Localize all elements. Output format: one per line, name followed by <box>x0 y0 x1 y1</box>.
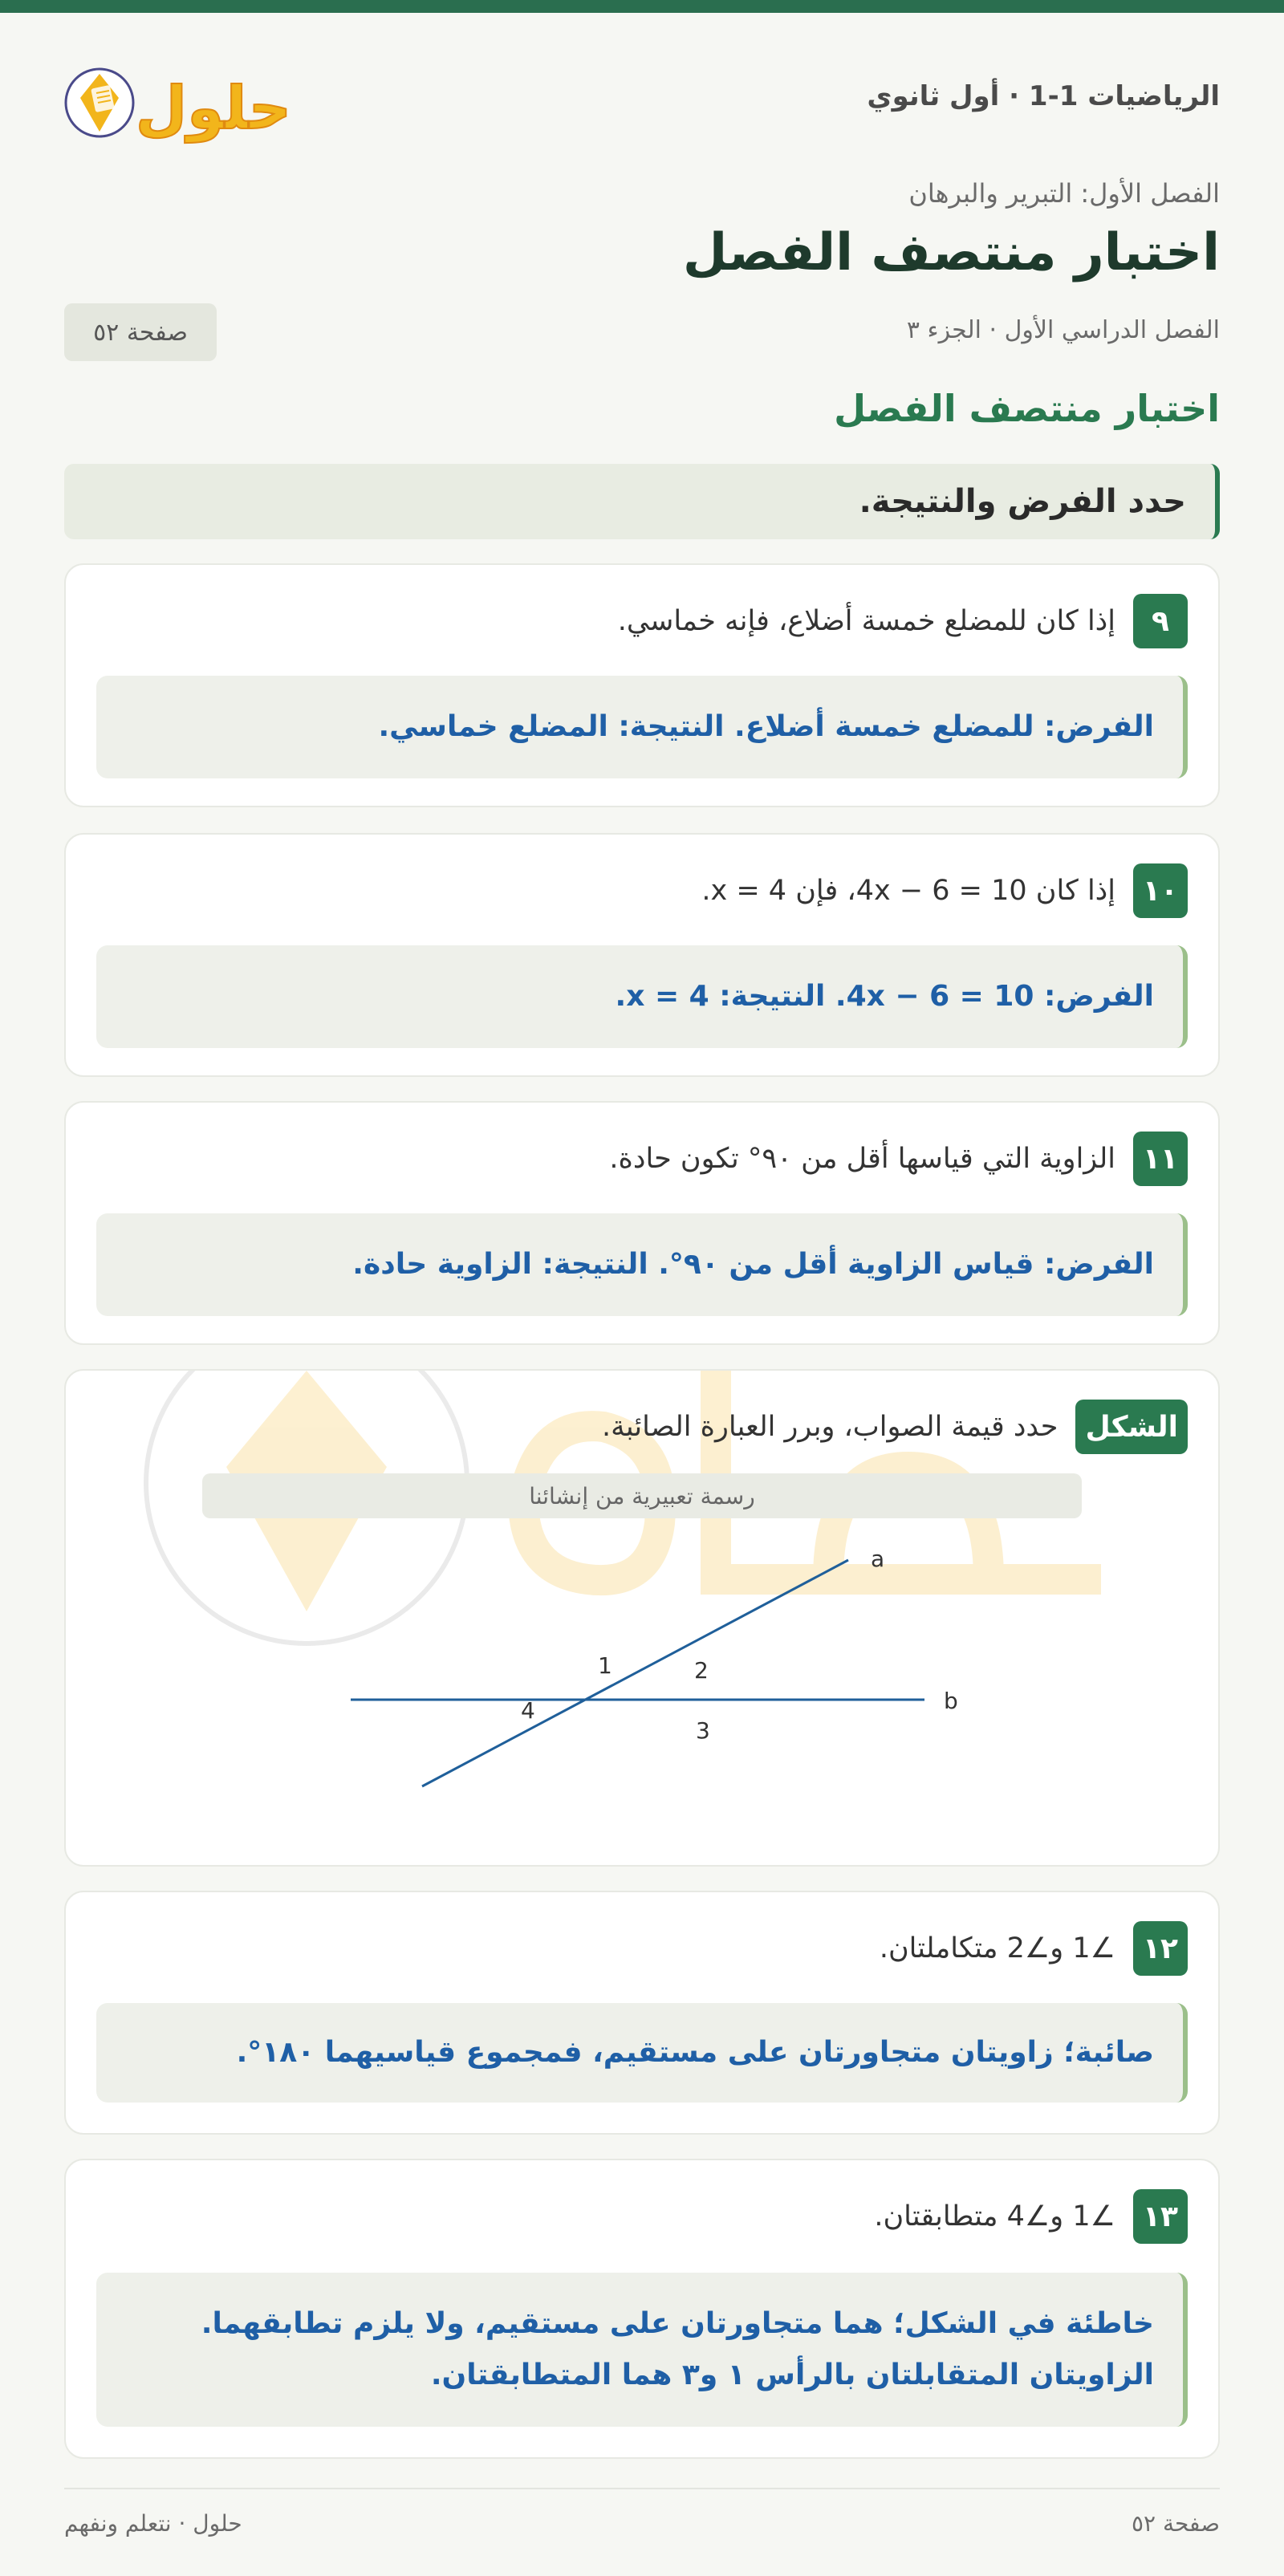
question-card-10 <box>64 833 1220 1077</box>
answer-box: الفرض: قياس الزاوية أقل من ٩٠°. النتيجة: الزاوية حادة. <box>96 1213 1188 1316</box>
answer-box: صائبة؛ زاويتان متجاورتان على مستقيم، فمجموع قياسيهما ١٨٠°. <box>96 2003 1188 2103</box>
question-row <box>701 863 1188 918</box>
header <box>64 47 1220 159</box>
question-number: ١٠ <box>1133 863 1188 918</box>
question-number: ١٢ <box>1133 1921 1188 1976</box>
page-badge: صفحة ٥٢ <box>64 303 217 361</box>
question-text: ∠1 و∠4 متطابقتان. <box>874 2200 1115 2233</box>
angle-label-3: 3 <box>696 1717 710 1744</box>
answer-box <box>96 2273 1188 2427</box>
question-row <box>618 594 1188 648</box>
course-title: الرياضيات 1-1 · أول ثانوي <box>867 80 1220 112</box>
footer-brand: حلول · نتعلم ونفهم <box>64 2510 242 2537</box>
answer-box: الفرض: للمضلع خمسة أضلاع. النتيجة: المضلع خماسي. <box>96 676 1188 778</box>
figure-tag: الشكل <box>1075 1400 1188 1454</box>
logo-text: حلول <box>135 74 292 143</box>
question-row <box>874 2189 1188 2244</box>
question-number: ١٣ <box>1133 2189 1188 2244</box>
question-card-11 <box>64 1101 1220 1345</box>
figure-card <box>64 1369 1220 1867</box>
hulul-logo[interactable] <box>64 47 297 159</box>
answer-box: الفرض: 4x − 6 = 10. النتيجة: x = 4. <box>96 945 1188 1048</box>
transversal-a <box>422 1560 848 1786</box>
footer-page-number: صفحة ٥٢ <box>1131 2510 1220 2537</box>
instruction-banner: حدد الفرض والنتيجة. <box>64 464 1220 539</box>
question-row <box>609 1132 1188 1186</box>
chapter-label: الفصل الأول: التبرير والبرهان <box>908 178 1220 209</box>
angle-diagram <box>66 1371 1218 1867</box>
angle-label-2: 2 <box>694 1657 709 1684</box>
section-heading: اختبار منتصف الفصل <box>834 387 1220 430</box>
question-number: ٩ <box>1133 594 1188 648</box>
answer-line-1: خاطئة في الشكل؛ هما متجاورتان على مستقيم، ولا يلزم تطابقهما. <box>201 2307 1154 2340</box>
question-card-12 <box>64 1891 1220 2135</box>
top-accent-bar <box>0 0 1284 13</box>
page-title: اختبار منتصف الفصل <box>682 223 1220 282</box>
footer-divider <box>64 2488 1220 2489</box>
angle-label-1: 1 <box>598 1652 612 1679</box>
question-card-9 <box>64 563 1220 807</box>
figure-note: رسمة تعبيرية من إنشائنا <box>202 1473 1082 1518</box>
question-number: ١١ <box>1133 1132 1188 1186</box>
semester-label: الفصل الدراسي الأول · الجزء ٣ <box>906 316 1220 344</box>
question-card-13 <box>64 2159 1220 2459</box>
angle-label-4: 4 <box>521 1697 535 1724</box>
question-text: إذا كان للمضلع خمسة أضلاع، فإنه خماسي. <box>617 605 1115 637</box>
question-text: الزاوية التي قياسها أقل من ٩٠° تكون حادة. <box>609 1143 1115 1175</box>
label-b: b <box>944 1688 958 1714</box>
figure-question-text: حدد قيمة الصواب، وبرر العبارة الصائبة. <box>601 1411 1058 1443</box>
label-a: a <box>871 1546 885 1572</box>
answer-line-2: الزاويتان المتقابلتان بالرأس ١ و٣ هما المتطابقتان. <box>430 2359 1154 2391</box>
question-text: ∠1 و∠2 متكاملتان. <box>879 1932 1115 1965</box>
question-row <box>880 1921 1188 1976</box>
question-text: إذا كان 4x − 6 = 10، فإن x = 4. <box>701 875 1115 907</box>
